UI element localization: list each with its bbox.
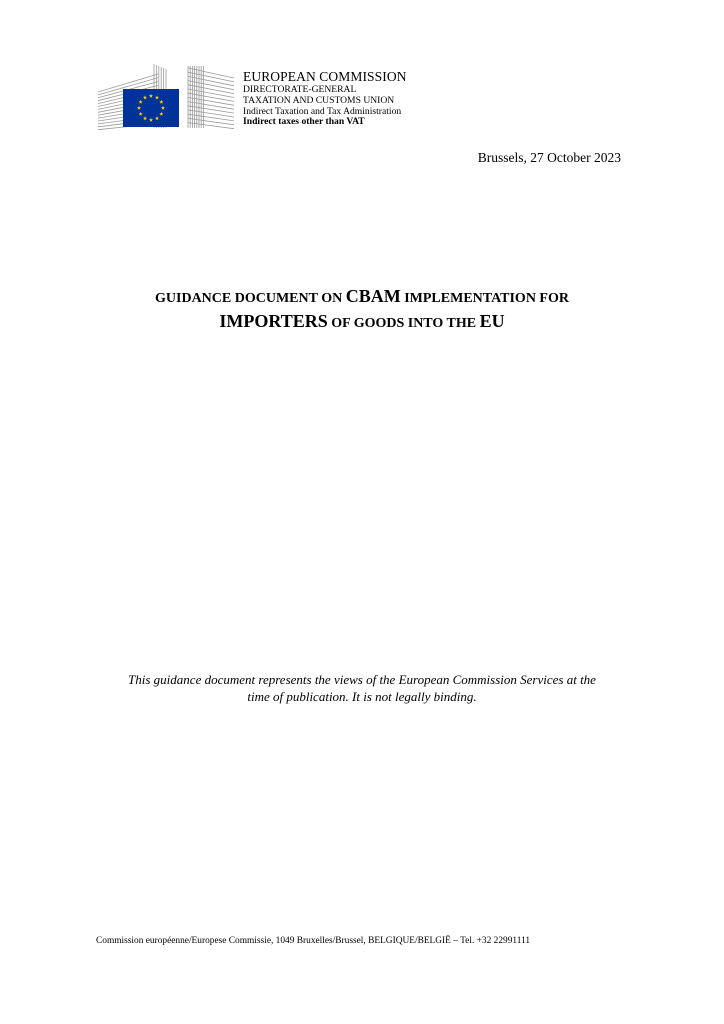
date-line: Brussels, 27 October 2023 (477, 150, 621, 165)
eu-flag-building-logo (96, 62, 236, 132)
title-line-2: IMPORTERS OF GOODS INTO THE EU (219, 310, 505, 331)
unit-name: Indirect taxes other than VAT (243, 116, 365, 128)
issuer-header (243, 69, 407, 128)
footer-address: Commission européenne/Europese Commissie, 1049 Bruxelles/Brussel, BELGIQUE/BELGIË – Tel. +32 22991111 (96, 936, 531, 946)
directorate-label: DIRECTORATE-GENERAL (243, 84, 357, 96)
disclaimer-text: This guidance document represents the views of the European Commission Services at the time of publication. It is not legally binding. (128, 672, 596, 704)
title-line-1: GUIDANCE DOCUMENT ON CBAM IMPLEMENTATION FOR (155, 286, 569, 306)
organization-name: EUROPEAN COMMISSION (243, 69, 407, 84)
directorate-unit: Indirect Taxation and Tax Administration (243, 105, 402, 117)
dg-name: TAXATION AND CUSTOMS UNION (243, 94, 395, 106)
document-title (0, 284, 724, 334)
